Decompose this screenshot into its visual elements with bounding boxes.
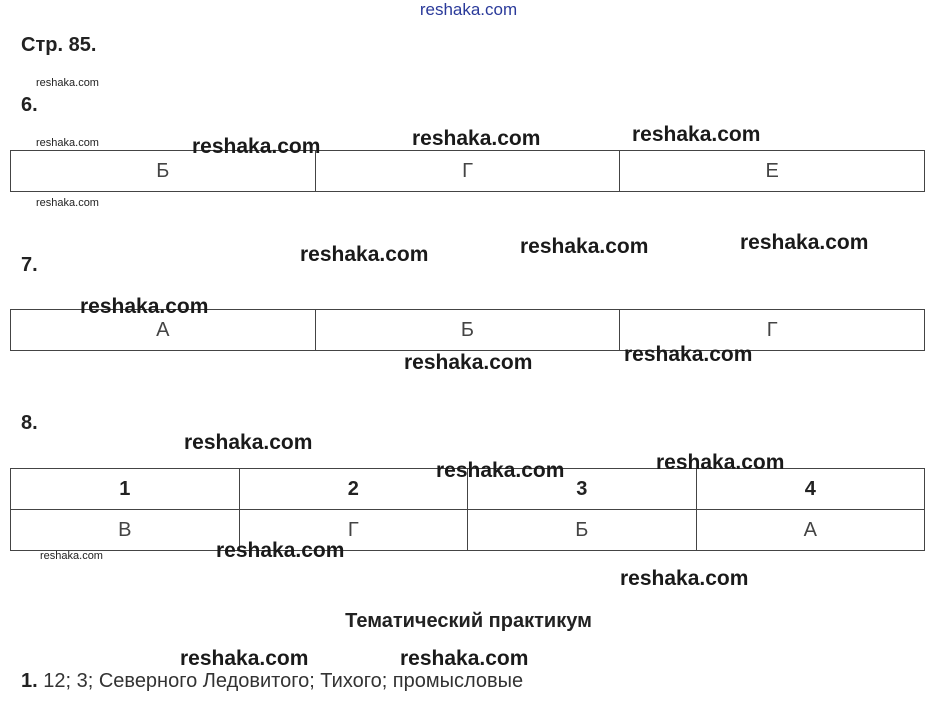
question-6-answer-table (10, 150, 925, 192)
watermark: reshaka.com (36, 77, 99, 89)
watermark: reshaka.com (632, 123, 761, 146)
answer-cell: Е (620, 151, 925, 192)
question-6-number: 6. (21, 94, 38, 116)
watermark: reshaka.com (620, 567, 749, 590)
watermark: reshaka.com (40, 550, 103, 562)
answer-cell: Б (468, 510, 697, 551)
answer-cell: Г (315, 151, 620, 192)
watermark: reshaka.com (436, 459, 565, 482)
column-header: 2 (239, 469, 468, 510)
watermark: reshaka.com (180, 647, 309, 670)
answer-cell: А (696, 510, 925, 551)
answer-cell: Г (239, 510, 468, 551)
section-title: Тематический практикум (345, 610, 592, 632)
site-header-link[interactable]: reshaka.com (419, 0, 518, 19)
watermark: reshaka.com (36, 197, 99, 209)
answer-cell: Г (620, 310, 925, 351)
page-label: Стр. 85. (21, 34, 97, 56)
table-row (11, 510, 925, 551)
watermark: reshaka.com (300, 243, 429, 266)
question-8-number: 8. (21, 412, 38, 434)
watermark: reshaka.com (404, 351, 533, 374)
table-row (11, 151, 925, 192)
practicum-answer-1 (21, 670, 523, 693)
watermark: reshaka.com (412, 127, 541, 150)
practicum-item-text: 12; 3; Северного Ледовитого; Тихого; промысловые (43, 670, 524, 692)
watermark: reshaka.com (184, 431, 313, 454)
column-header: 3 (468, 469, 697, 510)
watermark: reshaka.com (216, 539, 345, 562)
watermark: reshaka.com (740, 231, 869, 254)
watermark: reshaka.com (624, 343, 753, 366)
answer-cell: А (11, 310, 316, 351)
watermark: reshaka.com (656, 451, 785, 474)
watermark: reshaka.com (520, 235, 649, 258)
column-header: 1 (11, 469, 240, 510)
answer-cell: В (11, 510, 240, 551)
watermark: reshaka.com (400, 647, 529, 670)
column-header: 4 (696, 469, 925, 510)
watermark: reshaka.com (36, 137, 99, 149)
watermark: reshaka.com (192, 135, 321, 158)
answer-cell: Б (315, 310, 620, 351)
answer-cell: Б (11, 151, 316, 192)
question-7-number: 7. (21, 254, 38, 276)
practicum-item-number: 1. (21, 670, 38, 692)
watermark: reshaka.com (80, 295, 209, 318)
